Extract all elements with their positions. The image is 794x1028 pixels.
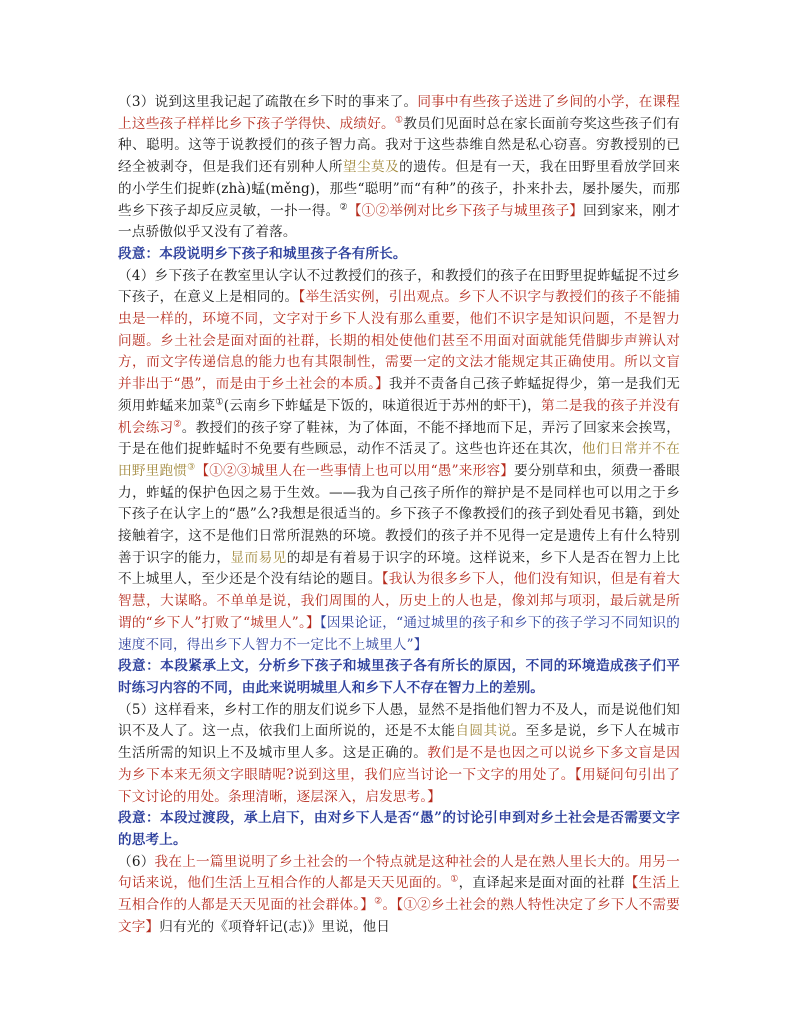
para3-segment: 同事中有些孩子送进了乡间的小学，在课程上这些孩子样样比乡下孩子学得快、成绩好。 xyxy=(118,94,680,132)
paragraph-3-summary: 段意：本段说明乡下孩子和城里孩子各有所长。 xyxy=(118,245,407,262)
para4-segment: 。教授们的孩子穿了鞋袜，为了体面，不能不择地而下足，弄污了回家来会挨骂，于是在他们捉蚱蜢时不免要有些顾忌，动作不活灵了。这些也许还在其次， xyxy=(118,419,681,458)
para3-segment: ② xyxy=(339,201,348,212)
para4-segment: 我并不责备自己孩子蚱蜢捉得少，第一是我们无须用蚱蜢来加菜 xyxy=(118,376,680,414)
para3-segment: 【①②举例对比乡下孩子与城里孩子】 xyxy=(347,202,584,219)
paragraph-4 xyxy=(118,266,680,657)
para3-segment: ① xyxy=(394,115,404,126)
para4-segment: (云南乡下蚱蜢是下饭的，味道很近于苏州的虾干)， xyxy=(223,397,542,414)
para5-segment: （5）这样看来，乡村工作的朋友们说乡下人愚，显然不是指他们智力不及人，而是说他们知识不及人了。这一点，依我们上面所说的，还是不太能 xyxy=(118,701,680,740)
para4-segment: 【因果论证，“通过城里的孩子和乡下的孩子学习不同知识的速度不同，得出乡下人智力不一定比不上城里人”】 xyxy=(118,614,680,653)
para4-segment: 的却是有着易于识字的环境。这样说来，乡下人是否在智力上比不上城里人，至少还是个没有结论的题目。 xyxy=(118,549,680,588)
para4-segment: 他们日常并不在田野里跑惯 xyxy=(118,441,680,479)
para5-segment: 。至多是说，乡下人在城市生活所需的知识上不及城市里人多。这是正确的。 xyxy=(118,723,680,762)
para4-segment: 要分别草和虫，须费一番眼力，蚱蜢的保护色因之易于生效。——我为自己孩子所作的辩护是不是同样也可以用之于乡下孩子在认字上的“愚”么?我想是很适当的。乡下孩子不像教授们的孩子到处看见书籍，到处接触着字，这不是他们日常所混熟的环境。教授们的孩子并不见得一定是遗传上有什么特别善于识字的能力， xyxy=(118,462,681,566)
para4-segment: 【①②③城里人在一些事情上也可以用“愚”来形容】 xyxy=(195,462,515,479)
para4-segment: ① xyxy=(215,397,224,408)
para4-segment: ③ xyxy=(187,462,196,473)
para5-segment: 自圆其说 xyxy=(455,723,512,740)
para6-segment: 【生活上互相合作的人都是天天见面的社会群体。】 xyxy=(118,875,680,914)
paragraph-4-summary: 段意：本段紧承上文，分析乡下孩子和城里孩子各有所长的原因，不同的环境造成孩子们平时练习内容的不同，由此来说明城里人和乡下人不存在智力上的差别。 xyxy=(118,658,680,696)
para3-segment: （3）说到这里我记起了疏散在乡下时的事来了。 xyxy=(118,94,418,110)
para6-segment: （6） xyxy=(118,853,155,870)
document-page xyxy=(118,92,680,938)
para4-segment: 第二是我的孩子并没有机会练习 xyxy=(118,397,680,436)
paragraph-6 xyxy=(118,852,680,939)
para4-segment: ② xyxy=(173,419,182,430)
paragraph-5 xyxy=(118,700,680,809)
para4-segment: （4） xyxy=(118,267,155,284)
para3-segment: 望尘莫及 xyxy=(342,159,400,176)
para3-segment: 教员们见面时总在家长面前夸奖这些孩子们有种、聪明。这等于说教授们的孩子智力高。我对于这些恭维自然是私心窃喜。穷教授别的已经全被剥夺，但是我们还有别种人所 xyxy=(118,115,681,176)
para6-segment: 。【①②乡土社会的熟人特性决定了乡下人不需要文字】 xyxy=(118,897,681,935)
para4-segment: 【举生活实例，引出观点。乡下人不识字与教授们的孩子不能捕虫是一样的，环境不同，文字对于乡下人没有那么重要，他们不识字是知识问题，不是智力问题。乡土社会是面对面的社群，长期的相处使他们甚至不用面对面就能凭借脚步声辨认对方，而文字传递信息的能力也有其限制性，需要一定的文法才能规定其正确使用。所以文盲并非出于“愚”，而是由于乡土社会的本质。】 xyxy=(118,289,680,393)
paragraph-5-summary: 段意：本段过渡段，承上启下，由对乡下人是否“愚”的讨论引申到对乡土社会是否需要文字的思考上。 xyxy=(118,810,680,848)
para6-segment: ② xyxy=(374,896,383,907)
para6-segment: 我在上一篇里说明了乡土社会的一个特点就是这种社会的人是在熟人里长大的。用另一句话来说，他们生活上互相合作的人都是天天见面的。 xyxy=(118,853,680,892)
para5-segment: 【用疑问句引出了下文讨论的用处。条理清晰，逐层深入，启发思考。】 xyxy=(118,766,680,805)
para6-segment: ，直译起来是面对面的社群 xyxy=(458,875,625,892)
para6-segment: ① xyxy=(450,874,459,885)
para4-segment: 显而易见 xyxy=(230,549,287,566)
para3-segment: 的遗传。但是有一天，我在田野里看放学回来的小学生们捉蚱(zhà)蜢(měng)，那些“聪明”而“有种”的孩子，扑来扑去，屡扑屡失，而那些乡下孩子却反应灵敏，一扑一得。 xyxy=(118,159,680,219)
para6-segment: 归有光的《项脊轩记(志)》里说，他日 xyxy=(159,918,391,935)
para4-segment: 【我认为很多乡下人，他们没有知识，但是有着大智慧，大谋略。不单单是说，我们周围的人，历史上的人也是，像刘邦与项羽，最后就是所谓的“乡下人”打败了“城里人”。】 xyxy=(118,571,680,631)
para5-segment: 教们是不是也因之可以说乡下多文盲是因为乡下本来无须文字眼睛呢?说到这里，我们应当讨论一下文字的用处了。 xyxy=(118,745,680,783)
paragraph-3 xyxy=(118,92,680,244)
para4-segment: 乡下孩子在教室里认字认不过教授们的孩子，和教授们的孩子在田野里捉蚱蜢捉不过乡下孩子，在意义上是相同的。 xyxy=(118,267,680,306)
para3-segment: 回到家来，刚才一点骄傲似乎又没有了着落。 xyxy=(118,202,680,241)
